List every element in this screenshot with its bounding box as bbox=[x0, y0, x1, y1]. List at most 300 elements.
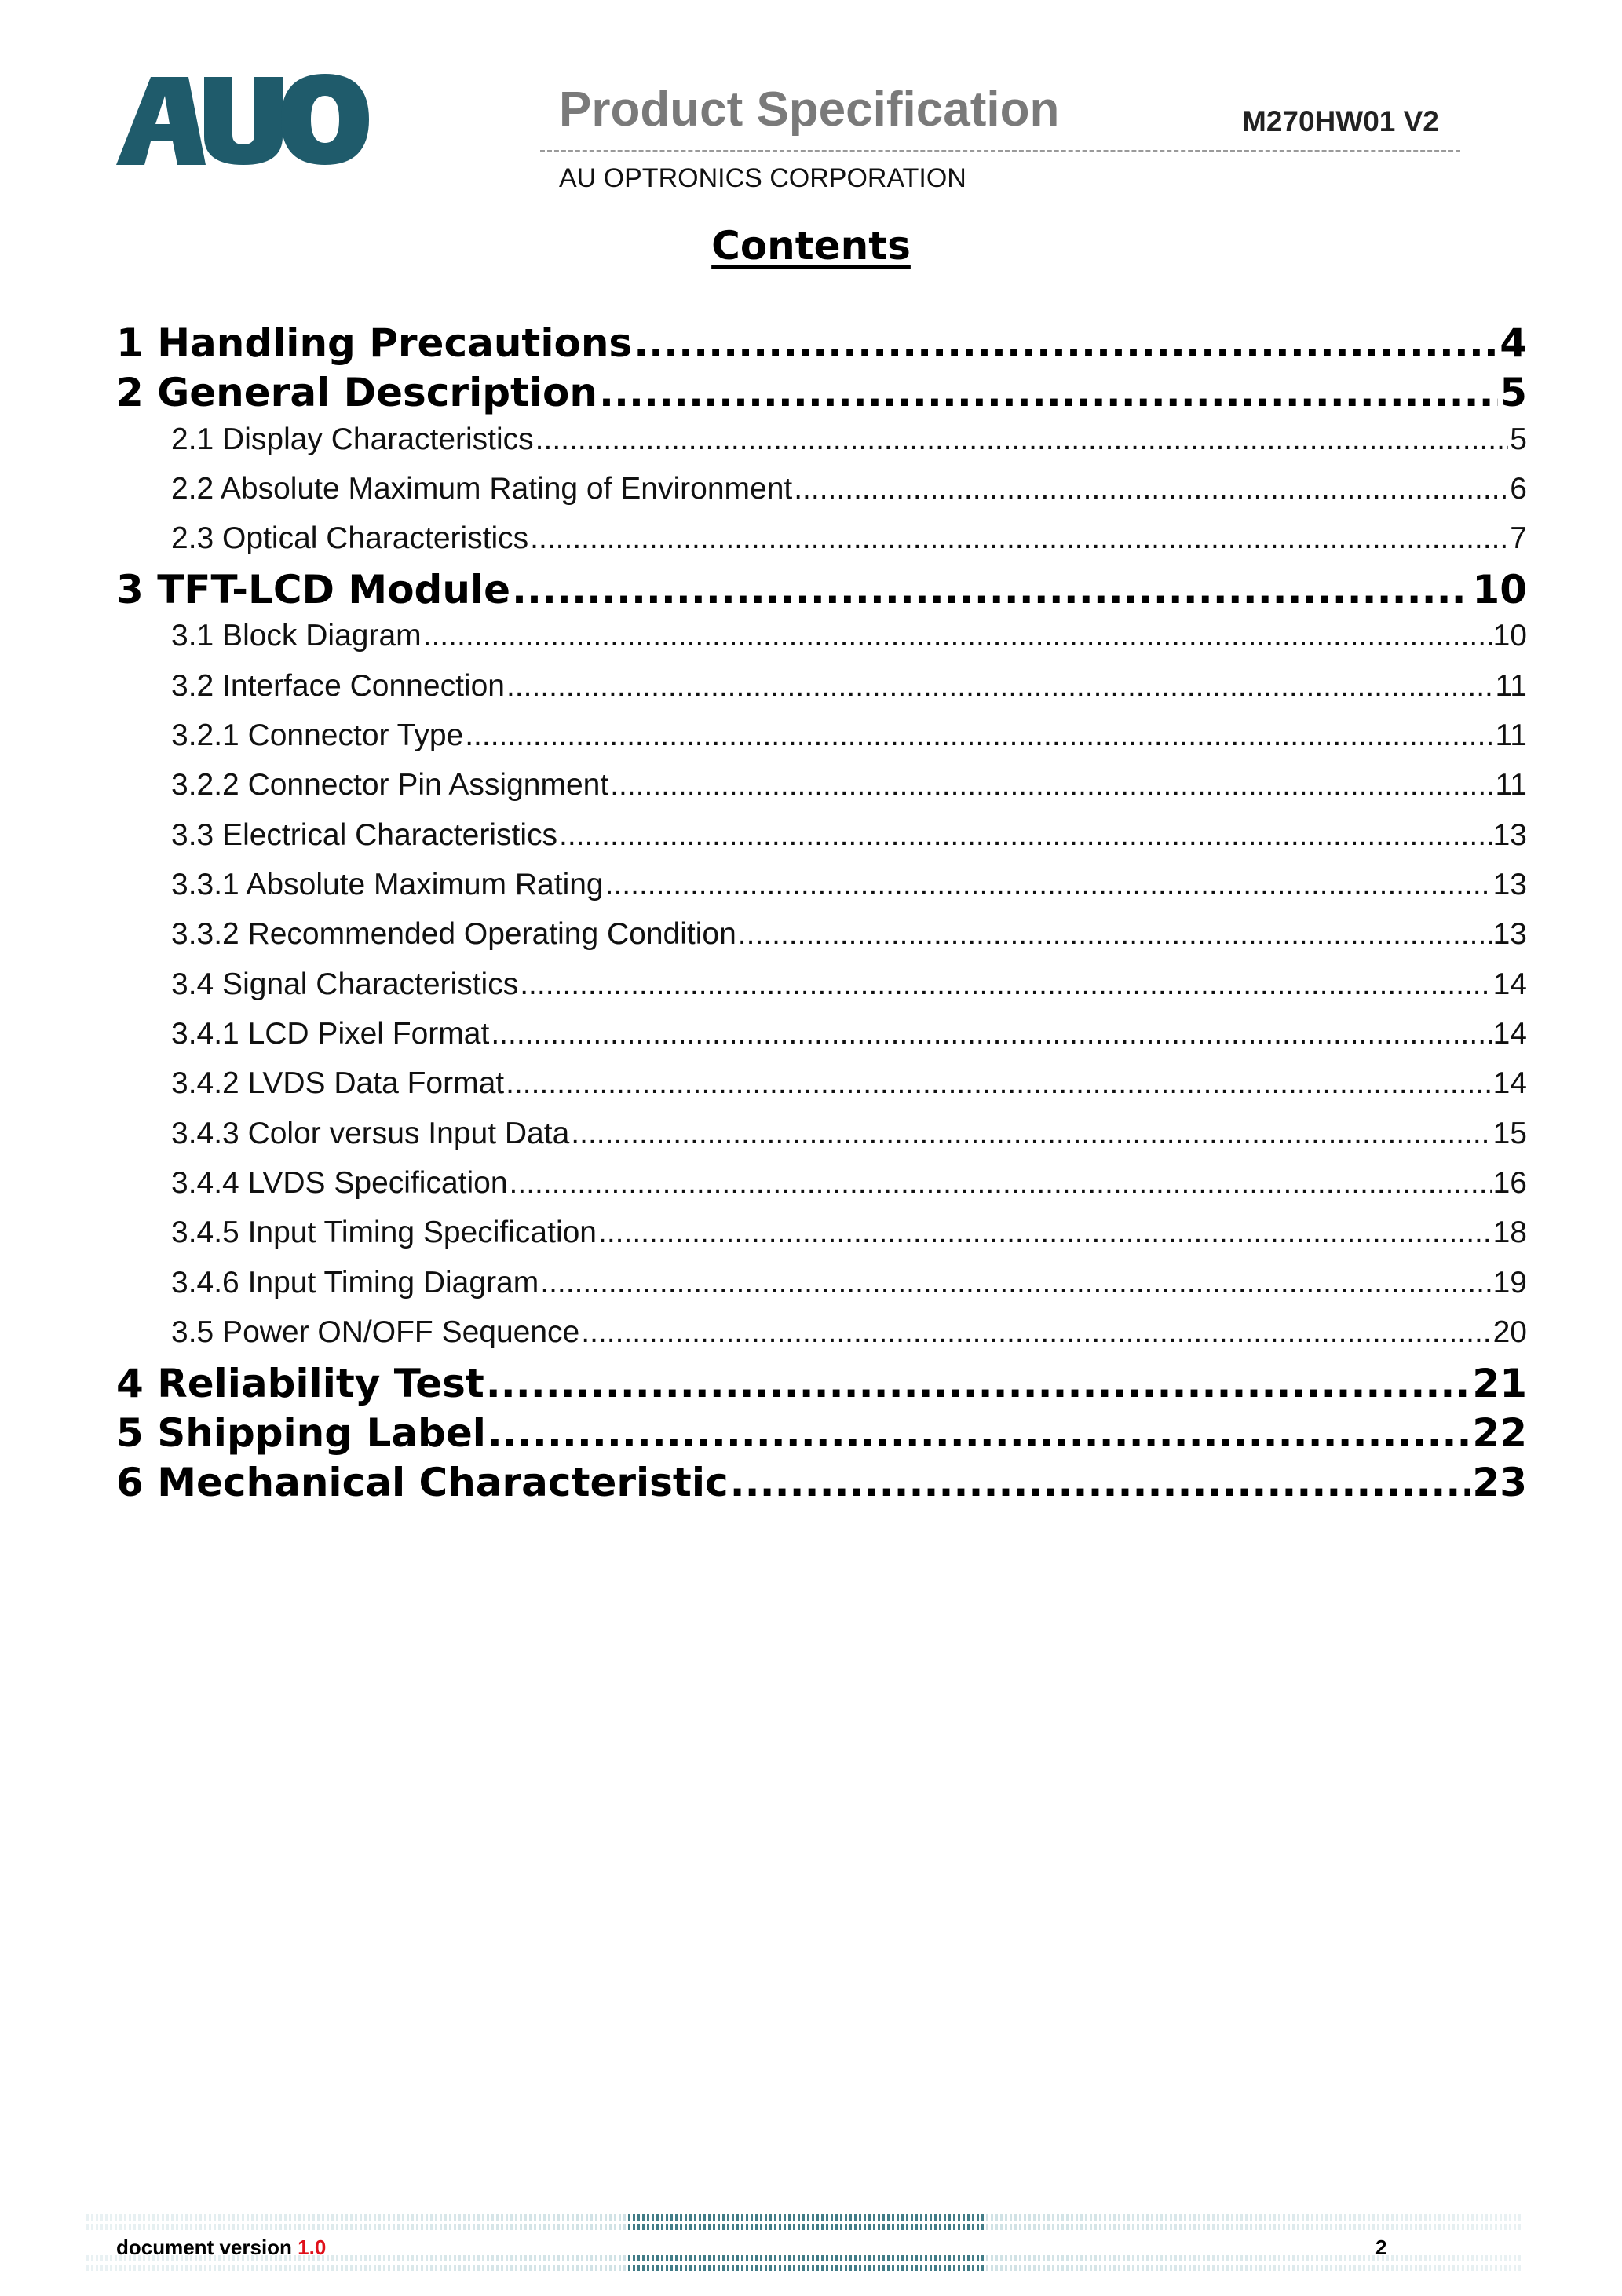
footer-pattern-dash bbox=[1443, 2214, 1445, 2221]
footer-pattern-dash bbox=[934, 2265, 937, 2271]
footer-pattern-dash bbox=[633, 2224, 635, 2230]
footer-pattern-dash bbox=[1391, 2265, 1394, 2271]
footer-pattern-dash bbox=[1358, 2255, 1361, 2261]
footer-pattern-dash bbox=[920, 2265, 922, 2271]
toc-leader-dots bbox=[535, 422, 1509, 457]
footer-pattern-dash bbox=[1005, 2255, 1007, 2261]
toc-section[interactable] bbox=[116, 567, 1527, 616]
footer-pattern-dash bbox=[774, 2255, 776, 2261]
footer-pattern-dash bbox=[1123, 2214, 1125, 2221]
toc-entry-page: 14 bbox=[1492, 967, 1527, 1001]
footer-pattern-dash bbox=[840, 2255, 842, 2261]
toc-section[interactable] bbox=[116, 320, 1527, 369]
footer-pattern-dash bbox=[1391, 2224, 1394, 2230]
footer-pattern-dash bbox=[110, 2214, 112, 2221]
footer-pattern-dash bbox=[440, 2224, 442, 2230]
toc-leader-dots bbox=[506, 1066, 1491, 1101]
footer-pattern-dash bbox=[831, 2255, 833, 2261]
footer-pattern-dash bbox=[1283, 2265, 1285, 2271]
footer-pattern-dash bbox=[1377, 2265, 1379, 2271]
toc-subsection[interactable] bbox=[171, 718, 1527, 753]
footer-pattern-dash bbox=[911, 2214, 913, 2221]
footer-pattern-dash bbox=[397, 2265, 400, 2271]
footer-pattern-dash bbox=[897, 2224, 899, 2230]
footer-pattern-dash bbox=[816, 2255, 819, 2261]
footer-pattern-dash bbox=[1104, 2224, 1106, 2230]
footer-pattern-dash bbox=[312, 2224, 315, 2230]
footer-pattern-dash bbox=[1189, 2214, 1191, 2221]
footer-pattern-dash bbox=[628, 2255, 630, 2261]
footer-pattern-dash bbox=[1264, 2265, 1266, 2271]
footer-pattern-dash bbox=[1024, 2255, 1026, 2261]
footer-pattern-dash bbox=[765, 2214, 767, 2221]
toc-leader-dots bbox=[730, 1460, 1471, 1505]
footer-pattern-dash bbox=[1500, 2265, 1502, 2271]
footer-pattern-dash bbox=[769, 2214, 772, 2221]
footer-pattern-dash bbox=[327, 2224, 329, 2230]
footer-pattern-dash bbox=[491, 2214, 494, 2221]
footer-pattern-dash bbox=[1217, 2265, 1219, 2271]
footer-pattern-dash bbox=[1311, 2265, 1313, 2271]
footer-pattern-dash bbox=[906, 2255, 908, 2261]
footer-pattern-dash bbox=[788, 2265, 791, 2271]
footer-pattern-dash bbox=[845, 2214, 847, 2221]
footer-pattern-dash bbox=[647, 2255, 649, 2261]
footer-pattern-dash bbox=[1467, 2224, 1469, 2230]
footer-pattern-dash bbox=[1099, 2265, 1101, 2271]
footer-pattern-dash bbox=[1485, 2214, 1488, 2221]
toc-subsection[interactable] bbox=[171, 619, 1527, 653]
footer-pattern-dash bbox=[868, 2255, 871, 2261]
contents-heading: Contents bbox=[711, 223, 911, 269]
footer-pattern-dash bbox=[543, 2224, 546, 2230]
footer-pattern-dash bbox=[393, 2224, 395, 2230]
toc-subsection[interactable] bbox=[171, 768, 1527, 803]
footer-pattern-dash bbox=[769, 2265, 772, 2271]
footer-pattern-dash bbox=[826, 2265, 828, 2271]
footer-pattern-dash bbox=[1297, 2224, 1299, 2230]
footer-pattern-dash bbox=[991, 2224, 993, 2230]
footer-pattern-dash bbox=[1457, 2214, 1459, 2221]
footer-pattern-dash bbox=[133, 2224, 136, 2230]
footer-pattern-dash bbox=[995, 2214, 998, 2221]
toc-entry-page: 11 bbox=[1495, 718, 1527, 752]
footer-pattern-dash bbox=[496, 2265, 499, 2271]
footer-pattern-dash bbox=[1325, 2214, 1328, 2221]
footer-pattern-dash bbox=[633, 2214, 635, 2221]
footer-pattern-dash bbox=[1212, 2214, 1215, 2221]
toc-leader-dots bbox=[599, 370, 1498, 415]
footer-pattern-dash bbox=[1434, 2265, 1436, 2271]
footer-pattern-dash bbox=[1382, 2214, 1384, 2221]
footer-pattern-dash bbox=[981, 2255, 984, 2261]
footer-pattern-dash bbox=[242, 2224, 244, 2230]
footer-pattern-dash bbox=[642, 2265, 645, 2271]
footer-pattern-dash bbox=[901, 2265, 904, 2271]
footer-pattern-dash bbox=[1504, 2255, 1507, 2261]
footer-pattern-dash bbox=[1353, 2265, 1356, 2271]
footer-pattern-dash bbox=[1495, 2214, 1497, 2221]
footer-pattern-dash bbox=[435, 2265, 437, 2271]
footer-pattern-dash bbox=[1061, 2214, 1064, 2221]
footer-pattern-dash bbox=[1405, 2255, 1408, 2261]
footer-pattern-dash bbox=[529, 2255, 532, 2261]
footer-pattern-dash bbox=[590, 2214, 593, 2221]
footer-pattern-dash bbox=[963, 2224, 965, 2230]
footer-pattern-dash bbox=[1090, 2255, 1092, 2261]
footer-pattern-dash bbox=[506, 2255, 508, 2261]
toc-subsection[interactable] bbox=[171, 1066, 1527, 1101]
footer-pattern-dash bbox=[562, 2224, 564, 2230]
footer-pattern-dash bbox=[1146, 2214, 1149, 2221]
footer-pattern-dash bbox=[1240, 2224, 1243, 2230]
footer-pattern-dash bbox=[1231, 2255, 1233, 2261]
footer-pattern-dash bbox=[1325, 2265, 1328, 2271]
footer-pattern-dash bbox=[1283, 2214, 1285, 2221]
footer-pattern-dash bbox=[506, 2224, 508, 2230]
footer-pattern-dash bbox=[1259, 2265, 1262, 2271]
footer-pattern-dash bbox=[953, 2255, 955, 2261]
footer-pattern-dash bbox=[491, 2265, 494, 2271]
footer-pattern-dash bbox=[341, 2224, 343, 2230]
footer-pattern-dash bbox=[1415, 2224, 1417, 2230]
footer-pattern-dash bbox=[444, 2224, 447, 2230]
footer-pattern-dash bbox=[1264, 2214, 1266, 2221]
footer-pattern-dash bbox=[1094, 2224, 1097, 2230]
footer-pattern-dash bbox=[1273, 2214, 1276, 2221]
footer-pattern-dash bbox=[458, 2255, 461, 2261]
footer-pattern-dash bbox=[181, 2214, 183, 2221]
footer-pattern-dash bbox=[1123, 2224, 1125, 2230]
footer-pattern-dash bbox=[1118, 2224, 1120, 2230]
footer-pattern-dash bbox=[680, 2265, 682, 2271]
footer-pattern-dash bbox=[553, 2214, 555, 2221]
footer-pattern-dash bbox=[944, 2224, 946, 2230]
footer-pattern-dash bbox=[614, 2224, 616, 2230]
footer-pattern-dash bbox=[1179, 2255, 1182, 2261]
footer-pattern-dash bbox=[849, 2265, 852, 2271]
footer-pattern-dash bbox=[204, 2214, 206, 2221]
footer-pattern-dash bbox=[647, 2214, 649, 2221]
footer-pattern-dash bbox=[1236, 2224, 1238, 2230]
footer-pattern-dash bbox=[920, 2255, 922, 2261]
footer-pattern-dash bbox=[864, 2224, 866, 2230]
footer-pattern-dash bbox=[1127, 2214, 1130, 2221]
footer-pattern-dash bbox=[835, 2265, 838, 2271]
footer-pattern-dash bbox=[1000, 2265, 1003, 2271]
footer-pattern-dash bbox=[1080, 2255, 1083, 2261]
footer-pattern-dash bbox=[1443, 2255, 1445, 2261]
footer-pattern-dash bbox=[1514, 2214, 1516, 2221]
footer-pattern-dash bbox=[237, 2224, 239, 2230]
footer-pattern-dash bbox=[416, 2224, 418, 2230]
footer-pattern-dash bbox=[539, 2255, 541, 2261]
toc-entry-page: 14 bbox=[1492, 1066, 1527, 1100]
footer-pattern-dash bbox=[1250, 2265, 1252, 2271]
footer-pattern-dash bbox=[1104, 2265, 1106, 2271]
footer-pattern-dash bbox=[572, 2214, 574, 2221]
footer-pattern-dash bbox=[718, 2214, 720, 2221]
footer-pattern-dash bbox=[722, 2224, 725, 2230]
footer-pattern-dash bbox=[1043, 2265, 1045, 2271]
footer-pattern-dash bbox=[1269, 2214, 1271, 2221]
footer-pattern-dash bbox=[482, 2255, 484, 2261]
footer-pattern-dash bbox=[1419, 2214, 1422, 2221]
footer-pattern-dash bbox=[1316, 2265, 1318, 2271]
toc-subsection[interactable] bbox=[171, 422, 1527, 457]
footer-pattern-dash bbox=[336, 2224, 338, 2230]
footer-pattern-dash bbox=[1471, 2224, 1474, 2230]
footer-pattern-dash bbox=[477, 2255, 480, 2261]
footer-pattern-dash bbox=[1514, 2224, 1516, 2230]
footer-pattern-dash bbox=[402, 2255, 404, 2261]
footer-pattern-dash bbox=[953, 2224, 955, 2230]
footer-pattern-dash bbox=[1019, 2214, 1021, 2221]
footer-pattern-dash bbox=[261, 2214, 263, 2221]
footer-pattern-dash bbox=[722, 2265, 725, 2271]
toc-entry-page: 13 bbox=[1492, 868, 1527, 901]
footer-pattern-dash bbox=[279, 2265, 282, 2271]
toc-subsection[interactable] bbox=[171, 1017, 1527, 1051]
footer-pattern-dash bbox=[685, 2214, 687, 2221]
footer-pattern-dash bbox=[1250, 2214, 1252, 2221]
footer-pattern-dash bbox=[1250, 2255, 1252, 2261]
footer-pattern-dash bbox=[331, 2255, 334, 2261]
footer-pattern-dash bbox=[1368, 2214, 1370, 2221]
footer-pattern-dash bbox=[1118, 2214, 1120, 2221]
footer-pattern-dash bbox=[1372, 2265, 1375, 2271]
document-version bbox=[116, 2236, 326, 2260]
footer-pattern-dash bbox=[906, 2214, 908, 2221]
footer-pattern-dash bbox=[1471, 2214, 1474, 2221]
footer-pattern-dash bbox=[218, 2265, 221, 2271]
footer-pattern-dash bbox=[124, 2224, 126, 2230]
footer-pattern-dash bbox=[666, 2214, 668, 2221]
footer-pattern-dash bbox=[185, 2265, 188, 2271]
footer-pattern-dash bbox=[963, 2214, 965, 2221]
footer-pattern-dash bbox=[562, 2265, 564, 2271]
footer-pattern-dash bbox=[152, 2265, 155, 2271]
toc-section[interactable] bbox=[116, 1361, 1527, 1409]
footer-pattern-dash bbox=[317, 2214, 320, 2221]
footer-pattern-dash bbox=[1405, 2224, 1408, 2230]
toc-subsection[interactable] bbox=[171, 818, 1527, 853]
footer-pattern-dash bbox=[501, 2214, 503, 2221]
footer-pattern-dash bbox=[407, 2224, 409, 2230]
footer-pattern-dash bbox=[680, 2255, 682, 2261]
footer-pattern-dash bbox=[331, 2224, 334, 2230]
footer-pattern-dash bbox=[1372, 2214, 1375, 2221]
footer-pattern-dash bbox=[897, 2214, 899, 2221]
footer-pattern-dash bbox=[444, 2255, 447, 2261]
toc-subsection[interactable] bbox=[171, 1266, 1527, 1300]
footer-pattern-dash bbox=[1509, 2255, 1511, 2261]
footer-pattern-dash bbox=[100, 2214, 103, 2221]
toc-subsection[interactable] bbox=[171, 1117, 1527, 1151]
footer-pattern-dash bbox=[807, 2255, 809, 2261]
footer-pattern-dash bbox=[1405, 2214, 1408, 2221]
toc-subsection[interactable] bbox=[171, 967, 1527, 1002]
footer-pattern-dash bbox=[1429, 2224, 1431, 2230]
toc-entry-label: 3.4.3 Color versus Input Data bbox=[171, 1117, 570, 1150]
toc-subsection[interactable] bbox=[171, 1166, 1527, 1201]
footer-pattern-dash bbox=[755, 2265, 758, 2271]
footer-pattern-dash bbox=[1372, 2224, 1375, 2230]
model-number: M270HW01 V2 bbox=[1242, 105, 1439, 137]
footer-pattern-dash bbox=[590, 2265, 593, 2271]
footer-pattern-dash bbox=[383, 2255, 385, 2261]
toc-subsection[interactable] bbox=[171, 669, 1527, 704]
toc-entry-label: 3.4.4 LVDS Specification bbox=[171, 1166, 508, 1200]
footer-pattern-dash bbox=[1052, 2214, 1054, 2221]
footer-pattern-dash bbox=[878, 2224, 880, 2230]
footer-pattern-dash bbox=[1429, 2255, 1431, 2261]
footer-pattern-dash bbox=[1443, 2224, 1445, 2230]
footer-pattern-dash bbox=[1094, 2265, 1097, 2271]
footer-pattern-dash bbox=[807, 2265, 809, 2271]
footer-pattern-dash bbox=[1321, 2224, 1323, 2230]
footer-pattern-dash bbox=[736, 2265, 739, 2271]
toc-subsection[interactable] bbox=[171, 1315, 1527, 1350]
footer-pattern-dash bbox=[1080, 2214, 1083, 2221]
footer-pattern-dash bbox=[1330, 2214, 1332, 2221]
footer-pattern-dash bbox=[1419, 2265, 1422, 2271]
footer-pattern-dash bbox=[1391, 2255, 1394, 2261]
footer-pattern-dash bbox=[1344, 2214, 1346, 2221]
footer-pattern-dash bbox=[256, 2214, 258, 2221]
toc-subsection[interactable] bbox=[171, 1216, 1527, 1250]
footer-pattern-dash bbox=[463, 2255, 466, 2261]
footer-pattern-dash bbox=[1518, 2265, 1521, 2271]
footer-pattern-dash bbox=[878, 2214, 880, 2221]
footer-pattern-dash bbox=[1066, 2255, 1069, 2261]
footer-pattern-dash bbox=[948, 2214, 951, 2221]
footer-pattern-dash bbox=[369, 2214, 371, 2221]
toc-entry-label: 3.4.5 Input Timing Specification bbox=[171, 1216, 597, 1249]
footer-pattern-dash bbox=[86, 2255, 89, 2261]
footer-pattern-dash bbox=[816, 2224, 819, 2230]
footer-pattern-dash bbox=[807, 2224, 809, 2230]
footer-pattern-dash bbox=[821, 2214, 824, 2221]
footer-pattern-dash bbox=[1288, 2255, 1290, 2261]
footer-pattern-dash bbox=[656, 2265, 659, 2271]
toc-section[interactable] bbox=[116, 370, 1527, 419]
footer-pattern-dash bbox=[1057, 2265, 1059, 2271]
footer-pattern-dash bbox=[967, 2265, 970, 2271]
toc-leader-dots bbox=[512, 567, 1470, 612]
footer-pattern-dash bbox=[1325, 2224, 1328, 2230]
footer-pattern-dash bbox=[1193, 2255, 1196, 2261]
footer-pattern-dash bbox=[1424, 2255, 1427, 2261]
footer-pattern-dash bbox=[1306, 2255, 1309, 2261]
footer-pattern-dash bbox=[336, 2214, 338, 2221]
footer-pattern-dash bbox=[270, 2214, 272, 2221]
footer-pattern-dash bbox=[619, 2224, 621, 2230]
footer-pattern-dash bbox=[214, 2224, 216, 2230]
footer-pattern-dash bbox=[751, 2265, 753, 2271]
footer-pattern-dash bbox=[143, 2214, 145, 2221]
footer-pattern-dash bbox=[1462, 2214, 1464, 2221]
footer-pattern-dash bbox=[374, 2265, 376, 2271]
footer-pattern-dash bbox=[477, 2214, 480, 2221]
toc-subsection[interactable] bbox=[171, 917, 1527, 952]
footer-pattern-dash bbox=[435, 2255, 437, 2261]
footer-pattern-dash bbox=[1452, 2255, 1455, 2261]
footer-pattern-dash bbox=[1085, 2214, 1087, 2221]
footer-pattern-dash bbox=[689, 2224, 692, 2230]
footer-pattern-dash bbox=[1193, 2214, 1196, 2221]
footer-pattern-dash bbox=[1316, 2255, 1318, 2261]
footer-pattern-dash bbox=[958, 2255, 960, 2261]
footer-pattern-dash bbox=[784, 2265, 786, 2271]
toc-section[interactable] bbox=[116, 1410, 1527, 1459]
footer-pattern-dash bbox=[713, 2224, 715, 2230]
footer-pattern-dash bbox=[854, 2224, 857, 2230]
footer-pattern-dash bbox=[586, 2265, 588, 2271]
footer-pattern-dash bbox=[788, 2224, 791, 2230]
footer-pattern-dash bbox=[1038, 2255, 1040, 2261]
footer-pattern-dash bbox=[1212, 2265, 1215, 2271]
footer-pattern-dash bbox=[1132, 2214, 1134, 2221]
footer-pattern-dash bbox=[1033, 2265, 1036, 2271]
footer-pattern-dash bbox=[1259, 2224, 1262, 2230]
footer-pattern-dash bbox=[849, 2214, 852, 2221]
footer-pattern-dash bbox=[496, 2214, 499, 2221]
footer-pattern-dash bbox=[402, 2224, 404, 2230]
footer-pattern-dash bbox=[685, 2224, 687, 2230]
footer-pattern-dash bbox=[1335, 2224, 1337, 2230]
footer-pattern-dash bbox=[1203, 2265, 1205, 2271]
footer-pattern-dash bbox=[1504, 2265, 1507, 2271]
toc-subsection[interactable] bbox=[171, 868, 1527, 902]
footer-pattern-dash bbox=[760, 2255, 762, 2261]
toc-subsection[interactable] bbox=[171, 472, 1527, 506]
footer-pattern-dash bbox=[939, 2265, 941, 2271]
version-number: 1.0 bbox=[298, 2236, 327, 2259]
toc-leader-dots bbox=[794, 472, 1508, 506]
footer-pattern-dash bbox=[755, 2255, 758, 2261]
footer-pattern-dash bbox=[1132, 2224, 1134, 2230]
footer-pattern-dash bbox=[609, 2265, 612, 2271]
company-name: AU OPTRONICS CORPORATION bbox=[559, 163, 966, 193]
footer-pattern-dash bbox=[223, 2224, 225, 2230]
footer-pattern-dash bbox=[237, 2214, 239, 2221]
footer-pattern-dash bbox=[991, 2214, 993, 2221]
footer-pattern-dash bbox=[190, 2224, 192, 2230]
footer-pattern-dash bbox=[1481, 2214, 1483, 2221]
footer-pattern-dash bbox=[524, 2214, 527, 2221]
footer-pattern-dash bbox=[1052, 2224, 1054, 2230]
footer-pattern-dash bbox=[605, 2224, 607, 2230]
toc-subsection[interactable] bbox=[171, 521, 1527, 556]
footer-pattern-dash bbox=[185, 2224, 188, 2230]
toc-entry-label: 3.3.2 Recommended Operating Condition bbox=[171, 917, 736, 951]
footer-pattern-dash bbox=[1255, 2224, 1257, 2230]
footer-pattern-dash bbox=[1179, 2224, 1182, 2230]
footer-pattern-dash bbox=[171, 2214, 174, 2221]
toc-entry-page: 19 bbox=[1492, 1266, 1527, 1300]
toc-section[interactable] bbox=[116, 1460, 1527, 1508]
footer-pattern-dash bbox=[322, 2224, 324, 2230]
footer-pattern-dash bbox=[510, 2224, 513, 2230]
footer-pattern-dash bbox=[195, 2214, 197, 2221]
footer-pattern-dash bbox=[1344, 2265, 1346, 2271]
footer-pattern-dash bbox=[628, 2214, 630, 2221]
footer-pattern-dash bbox=[1014, 2255, 1017, 2261]
footer-pattern-dash bbox=[1010, 2224, 1012, 2230]
footer-pattern-dash bbox=[374, 2214, 376, 2221]
footer-pattern-dash bbox=[1452, 2214, 1455, 2221]
